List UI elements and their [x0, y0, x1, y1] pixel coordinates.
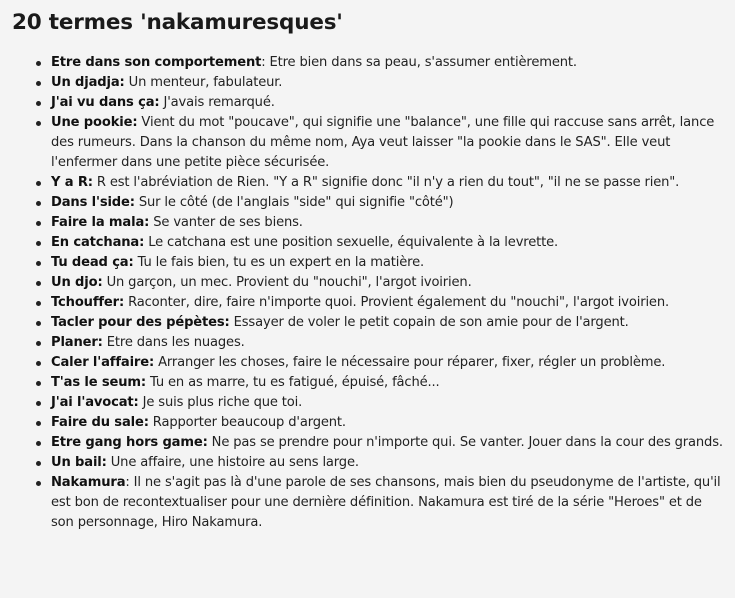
term-definition: Le catchana est une position sexuelle, équivalente à la levrette.	[144, 235, 559, 250]
bullet-icon	[36, 401, 41, 406]
bullet-icon	[36, 381, 41, 386]
term-definition: Ne pas se prendre pour n'importe qui. Se vanter. Jouer dans la cour des grands.	[207, 435, 723, 450]
list-item	[51, 93, 723, 113]
term-definition: Tu le fais bien, tu es un expert en la matière.	[133, 255, 425, 270]
term-definition: Etre dans les nuages.	[102, 335, 245, 350]
term-label: Y a R:	[51, 175, 93, 190]
term-label: Etre gang hors game:	[51, 435, 208, 450]
term-definition: : Etre bien dans sa peau, s'assumer entièrement.	[261, 55, 577, 70]
bullet-icon	[36, 121, 41, 126]
term-label: Tacler pour des pépètes:	[51, 315, 230, 330]
bullet-icon	[36, 281, 41, 286]
list-item	[51, 313, 723, 333]
list-item	[51, 413, 723, 433]
list-item	[51, 393, 723, 413]
term-label: Etre dans son comportement	[51, 55, 262, 70]
term-label: Tu dead ça:	[51, 255, 134, 270]
bullet-icon	[36, 101, 41, 106]
term-label: J'ai l'avocat:	[51, 395, 139, 410]
term-label: Une pookie:	[51, 115, 138, 130]
list-item	[51, 473, 723, 533]
term-label: Faire du sale:	[51, 415, 149, 430]
term-label: Caler l'affaire:	[51, 355, 155, 370]
term-definition: J'avais remarqué.	[159, 95, 275, 110]
term-label: J'ai vu dans ça:	[51, 95, 160, 110]
term-definition: Rapporter beaucoup d'argent.	[148, 415, 346, 430]
list-item	[51, 433, 723, 453]
page-title: 20 termes 'nakamuresques'	[12, 10, 343, 35]
term-label: En catchana:	[51, 235, 145, 250]
term-label: Un djadja:	[51, 75, 125, 90]
term-definition: R est l'abréviation de Rien. "Y a R" signifie donc "il n'y a rien du tout", "il ne se passe rien".	[92, 175, 680, 190]
bullet-icon	[36, 241, 41, 246]
term-definition: Un menteur, fabulateur.	[124, 75, 283, 90]
list-item	[51, 173, 723, 193]
term-label: Planer:	[51, 335, 103, 350]
bullet-icon	[36, 81, 41, 86]
term-definition: : Il ne s'agit pas là d'une parole de ses chansons, mais bien du pseudonyme de l'artiste, qu'il est bon de recontextualiser pour une dernière définition. Nakamura est tiré de la série "Heroes" et de son personnage, Hiro Nakamura.	[51, 475, 721, 530]
term-label: Dans l'side:	[51, 195, 135, 210]
term-definition: Se vanter de ses biens.	[149, 215, 303, 230]
term-definition: Vient du mot "poucave", qui signifie une "balance", une fille qui raccuse sans arrêt, lance des rumeurs. Dans la chanson du même nom, Aya veut laisser "la pookie dans le SAS". Elle veut l'enfermer dans une petite pièce sécurisée.	[51, 115, 715, 170]
list-item	[51, 113, 723, 173]
terms-list	[12, 53, 723, 533]
list-item	[51, 293, 723, 313]
bullet-icon	[36, 201, 41, 206]
bullet-icon	[36, 321, 41, 326]
term-definition: Tu en as marre, tu es fatigué, épuisé, fâché...	[145, 375, 440, 390]
list-item	[51, 273, 723, 293]
term-label: Un djo:	[51, 275, 103, 290]
term-definition: Raconter, dire, faire n'importe quoi. Provient également du "nouchi", l'argot ivoirien.	[124, 295, 669, 310]
bullet-icon	[36, 181, 41, 186]
list-item	[51, 193, 723, 213]
list-item	[51, 253, 723, 273]
list-item	[51, 333, 723, 353]
term-definition: Je suis plus riche que toi.	[138, 395, 303, 410]
term-label: Tchouffer:	[51, 295, 125, 310]
term-definition: Arranger les choses, faire le nécessaire pour réparer, fixer, régler un problème.	[154, 355, 666, 370]
bullet-icon	[36, 61, 41, 66]
bullet-icon	[36, 421, 41, 426]
term-definition: Essayer de voler le petit copain de son amie pour de l'argent.	[229, 315, 629, 330]
list-item	[51, 373, 723, 393]
list-item	[51, 213, 723, 233]
bullet-icon	[36, 261, 41, 266]
bullet-icon	[36, 301, 41, 306]
list-item	[51, 233, 723, 253]
term-label: Un bail:	[51, 455, 107, 470]
list-item	[51, 73, 723, 93]
term-definition: Une affaire, une histoire au sens large.	[106, 455, 359, 470]
term-label: Nakamura	[51, 475, 126, 490]
bullet-icon	[36, 221, 41, 226]
term-definition: Un garçon, un mec. Provient du "nouchi", l'argot ivoirien.	[102, 275, 472, 290]
term-label: Faire la mala:	[51, 215, 150, 230]
list-item	[51, 453, 723, 473]
term-label: T'as le seum:	[51, 375, 146, 390]
bullet-icon	[36, 361, 41, 366]
list-item	[51, 353, 723, 373]
bullet-icon	[36, 441, 41, 446]
term-definition: Sur le côté (de l'anglais "side" qui signifie "côté")	[134, 195, 454, 210]
bullet-icon	[36, 341, 41, 346]
bullet-icon	[36, 481, 41, 486]
bullet-icon	[36, 461, 41, 466]
list-item	[51, 53, 723, 73]
